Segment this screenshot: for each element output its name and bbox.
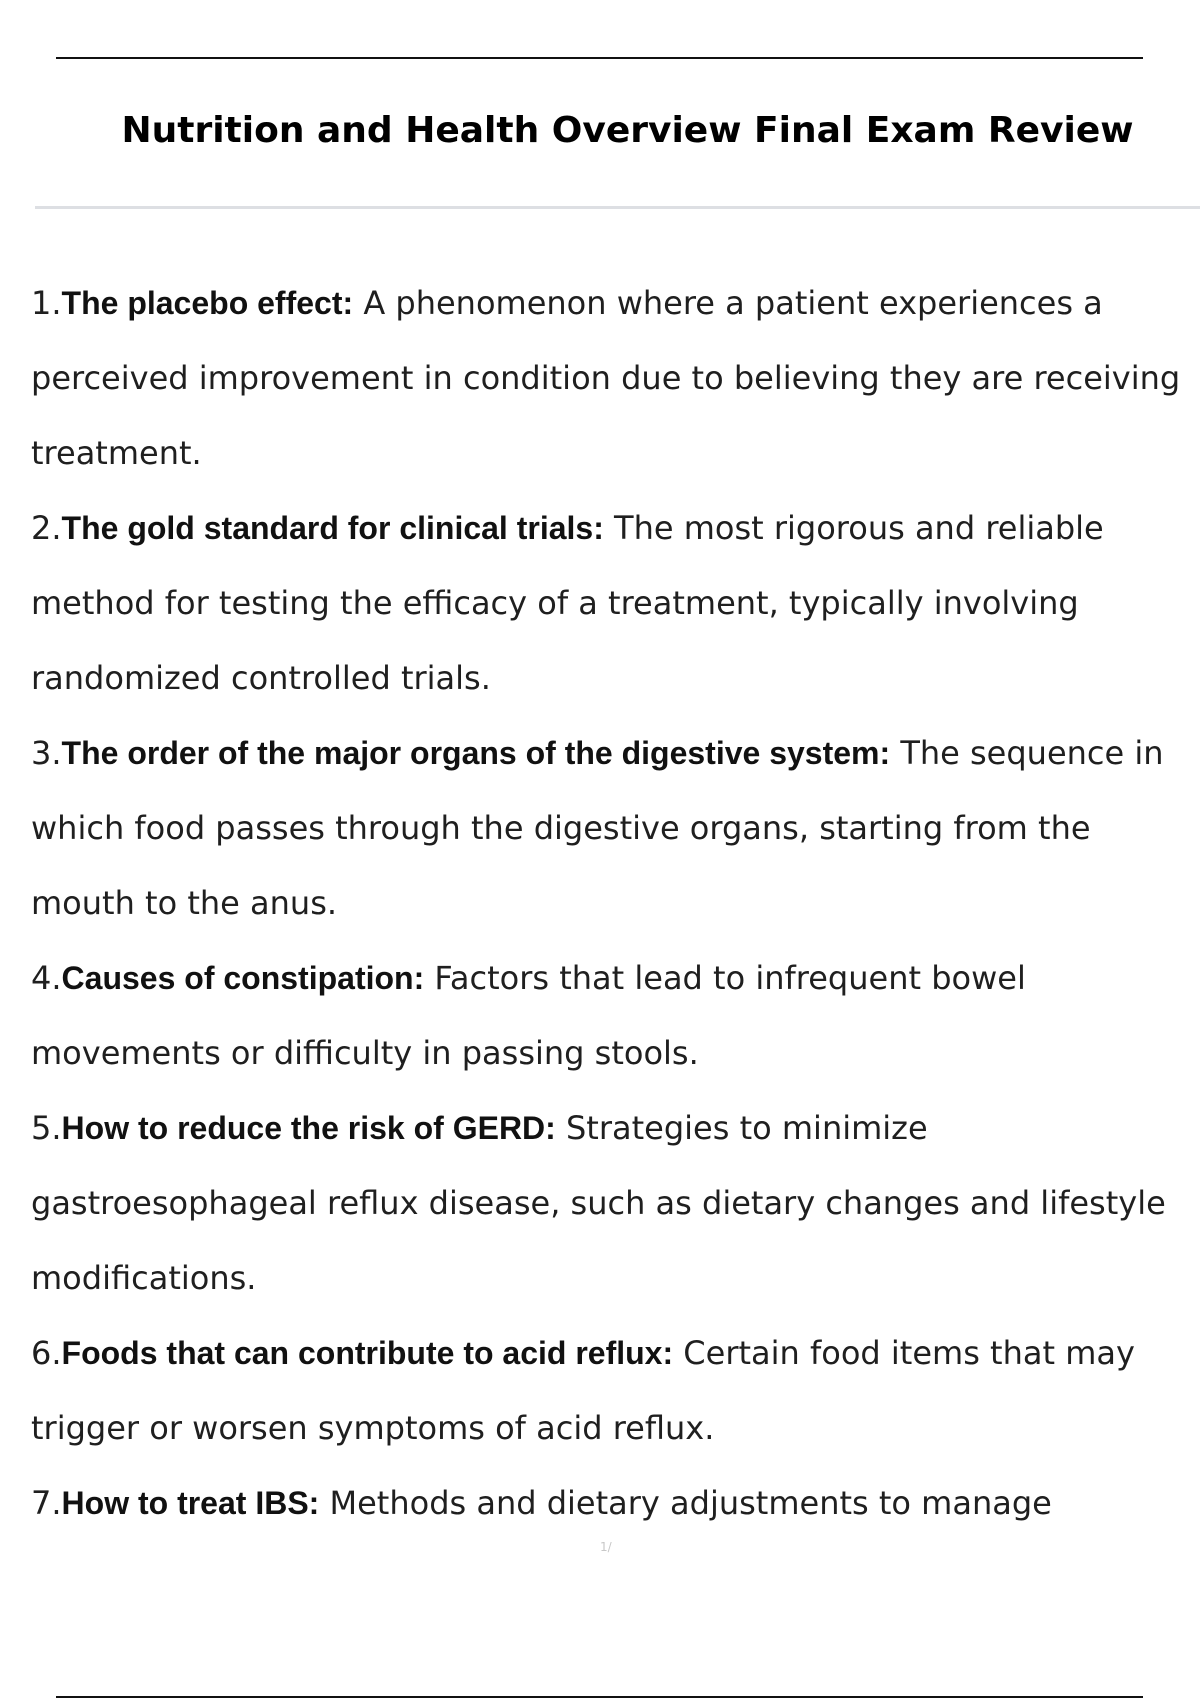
list-item: [31, 266, 1181, 491]
item-number: 4.: [31, 959, 62, 997]
list-item: [31, 1091, 1181, 1316]
item-term: How to reduce the risk of GERD:: [61, 1110, 556, 1146]
item-term: The placebo effect:: [61, 285, 354, 321]
item-term: Causes of constipation:: [61, 960, 425, 996]
item-description: Factors that lead to infrequent bowel movements or difficulty in passing stools.: [31, 959, 1026, 1072]
item-term: The order of the major organs of the digestive system:: [61, 735, 891, 771]
item-description: The most rigorous and reliable method for testing the efficacy of a treatment, typically involving randomized controlled trials.: [31, 509, 1104, 697]
item-number: 1.: [31, 284, 62, 322]
item-number: 2.: [31, 509, 62, 547]
bottom-rule: [56, 1696, 1143, 1698]
item-term: The gold standard for clinical trials:: [61, 510, 604, 546]
item-number: 6.: [31, 1334, 62, 1372]
title-divider: [35, 206, 1200, 209]
list-item: [31, 716, 1181, 941]
item-description: Strategies to minimize gastroesophageal reflux disease, such as dietary changes and lifestyle modifications.: [31, 1109, 1166, 1297]
item-number: 7.: [31, 1484, 62, 1522]
item-description: The sequence in which food passes through the digestive organs, starting from the mouth to the anus.: [31, 734, 1164, 922]
item-term: How to treat IBS:: [61, 1485, 320, 1521]
item-description: Certain food items that may trigger or worsen symptoms of acid reflux.: [31, 1334, 1135, 1447]
item-description: Methods and dietary adjustments to manage: [329, 1484, 1052, 1522]
list-item: [31, 491, 1181, 716]
item-description: A phenomenon where a patient experiences a perceived improvement in condition due to believing they are receiving treatment.: [31, 284, 1181, 472]
list-item: [31, 1316, 1181, 1466]
item-number: 3.: [31, 734, 62, 772]
item-term: Foods that can contribute to acid reflux:: [61, 1335, 674, 1371]
top-rule: [56, 57, 1143, 59]
list-item: [31, 941, 1181, 1091]
review-list: [31, 266, 1181, 1541]
page-number-mark: 1/: [600, 1540, 612, 1554]
item-number: 5.: [31, 1109, 62, 1147]
list-item: [31, 1466, 1181, 1541]
document-title: Nutrition and Health Overview Final Exam Review: [121, 110, 1134, 151]
